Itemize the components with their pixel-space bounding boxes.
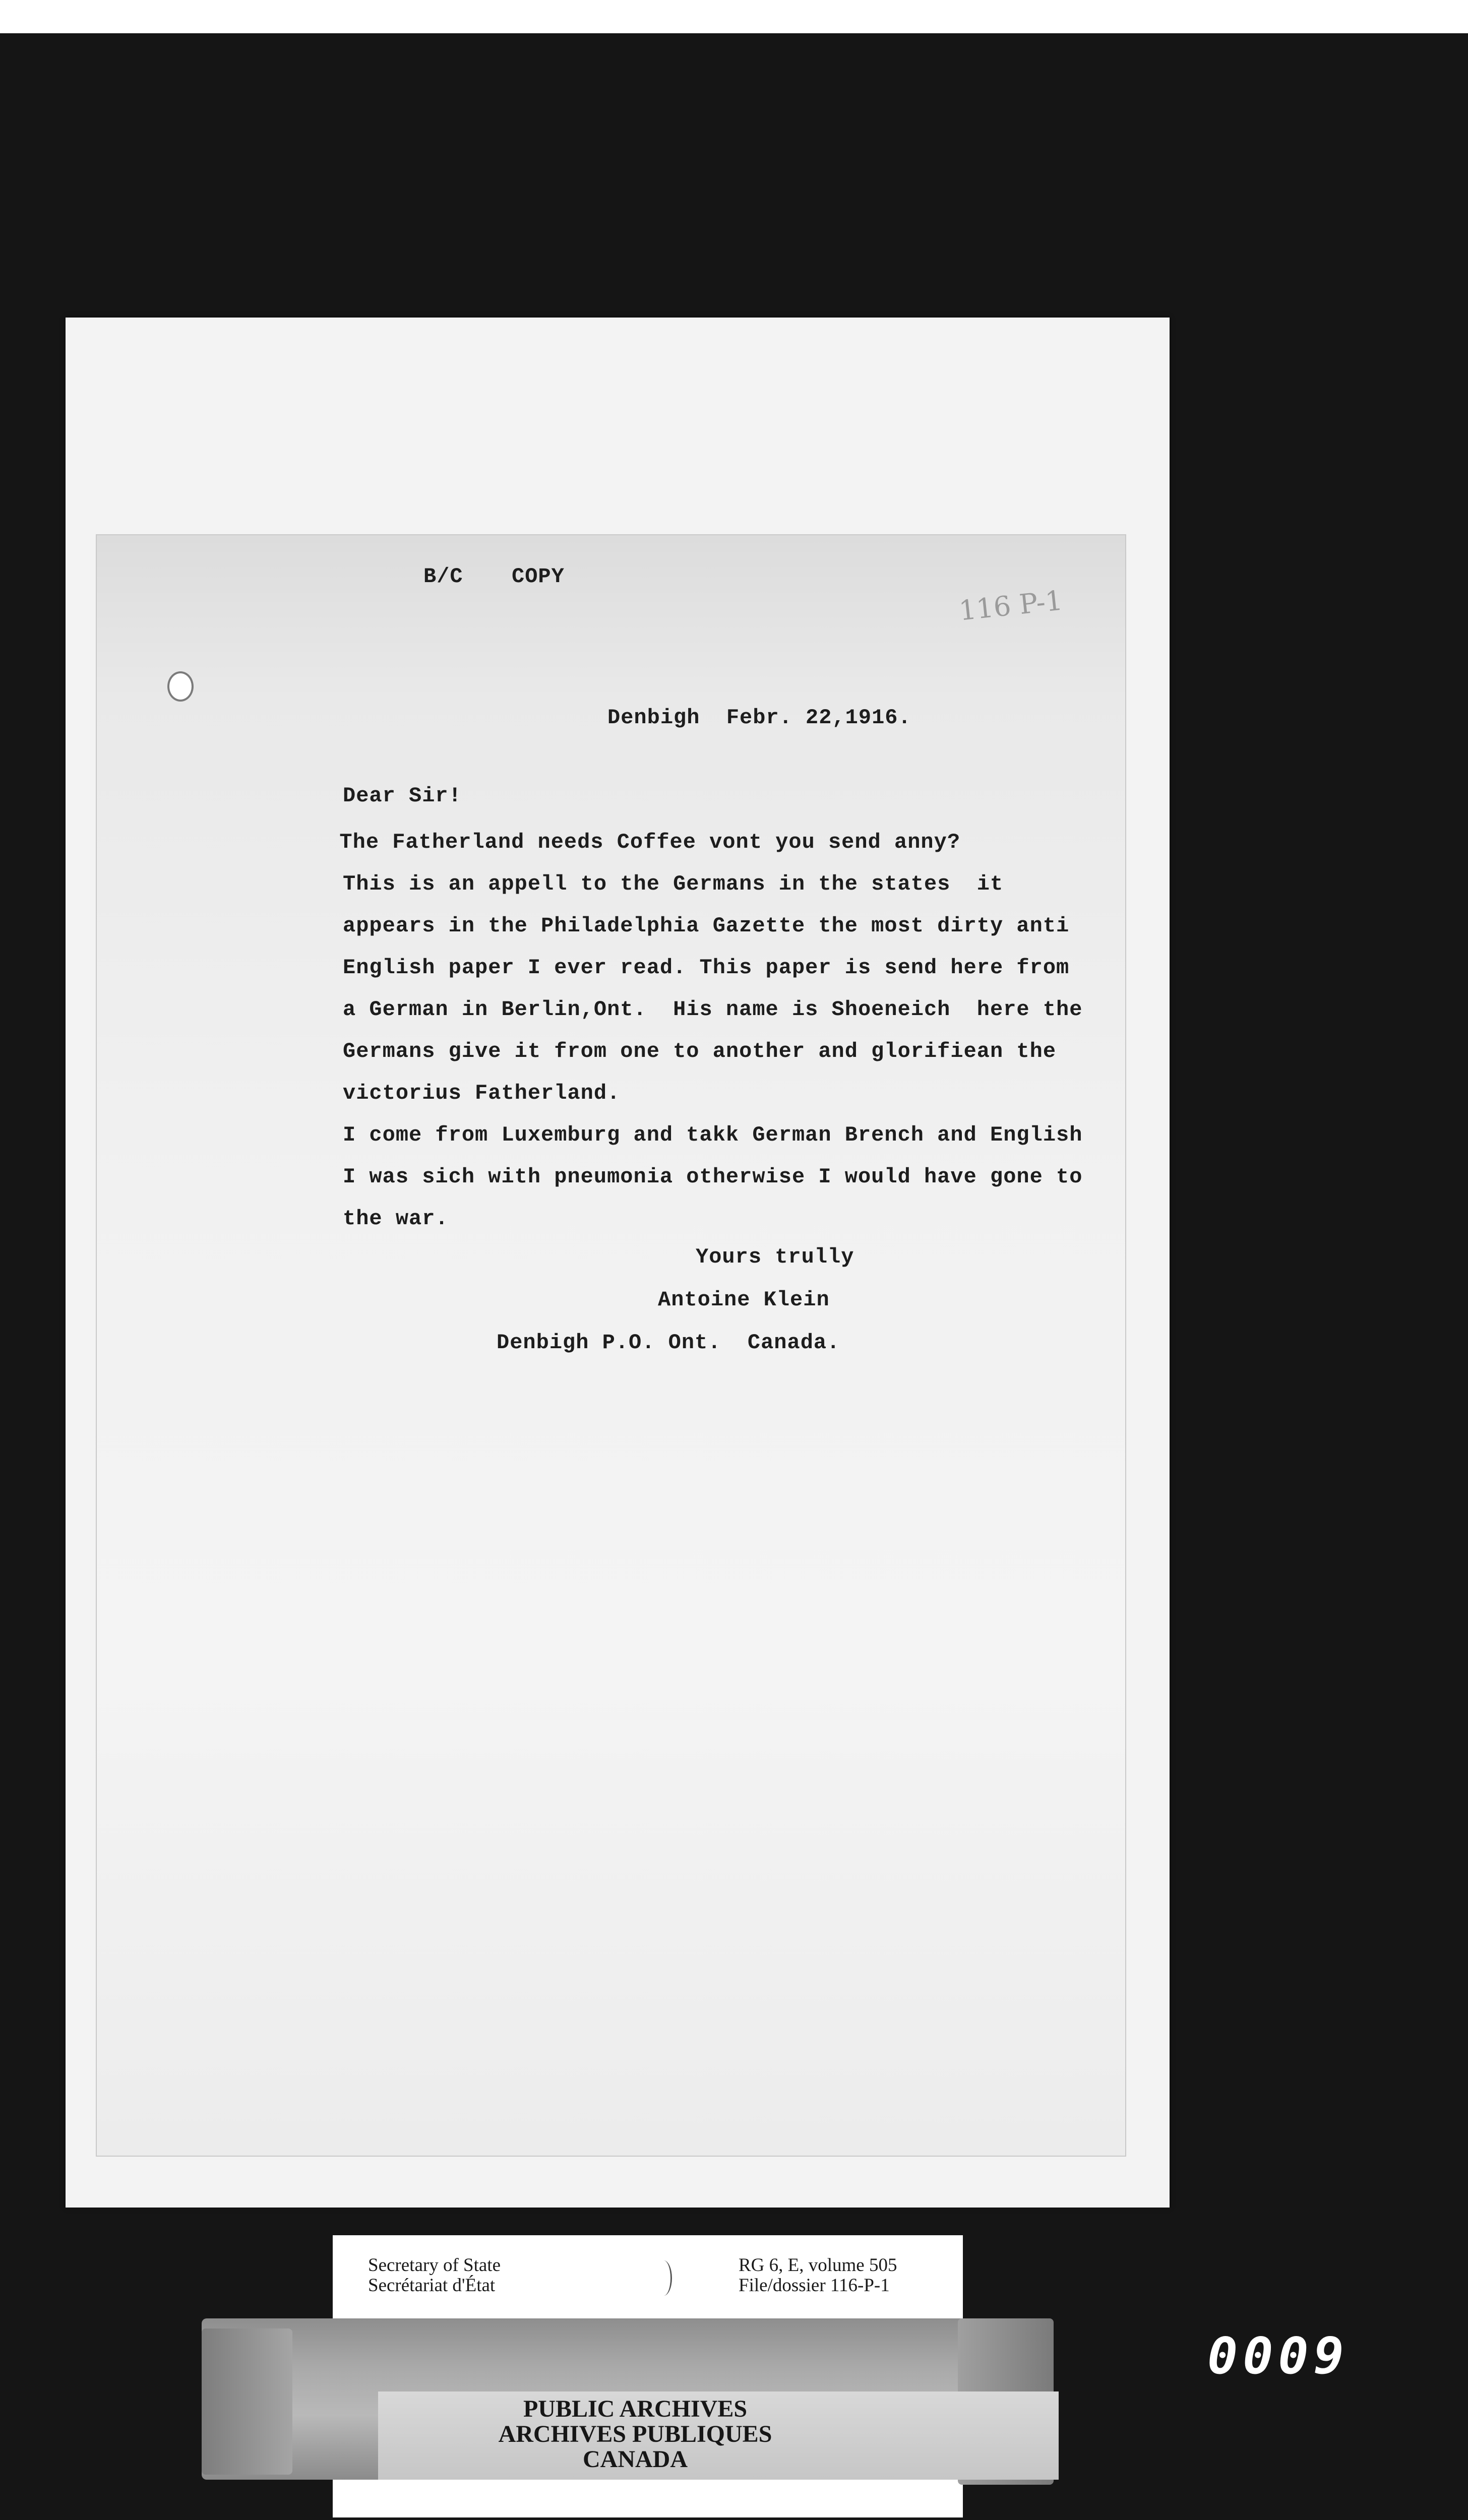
frame-counter: 0009 [1207,2331,1349,2381]
body-line: the war. [343,1207,449,1231]
department-en: Secretary of State [368,2255,501,2276]
department-fr: Secrétariat d'État [368,2275,496,2296]
header-mark: B/C [423,564,463,589]
copy-label: COPY [512,564,565,589]
signature: Antoine Klein [658,1288,830,1312]
body-line: appears in the Philadelphia Gazette the most dirty anti [343,914,1070,938]
body-line: Germans give it from one to another and glorifiean the [343,1039,1057,1063]
punch-hole [167,671,194,702]
dateline: Denbigh Febr. 22,1916. [607,706,911,730]
file-reference: File/dossier 116-P-1 [739,2275,890,2296]
body-line: This is an appell to the Germans in the states it [343,872,1004,896]
tape-left-end [202,2328,292,2475]
stamp-line: ARCHIVES PUBLIQUES [498,2421,772,2447]
scan-top-margin [0,0,1468,33]
public-archives-stamp [434,2397,837,2472]
salutation: Dear Sir! [343,784,462,808]
stamp-line: PUBLIC ARCHIVES [523,2396,748,2422]
body-line: a German in Berlin,Ont. His name is Shoeneich here the [343,997,1083,1022]
body-line: I come from Luxemburg and takk German Brench and English [343,1123,1083,1147]
body-line: English paper I ever read. This paper is send here from [343,956,1070,980]
letter-body [247,822,1104,1240]
body-line: victorius Fatherland. [343,1081,621,1105]
pencil-file-note: 116 P-1 [957,584,1064,627]
record-group-reference: RG 6, E, volume 505 [739,2255,897,2276]
body-line: The Fatherland needs Coffee vont you send anny? [247,830,961,854]
pen-mark [655,2260,672,2296]
stamp-line: CANADA [583,2446,688,2473]
closing: Yours trully [696,1245,854,1269]
sender-address: Denbigh P.O. Ont. Canada. [497,1331,840,1355]
body-line: I was sich with pneumonia otherwise I would have gone to [343,1165,1083,1189]
